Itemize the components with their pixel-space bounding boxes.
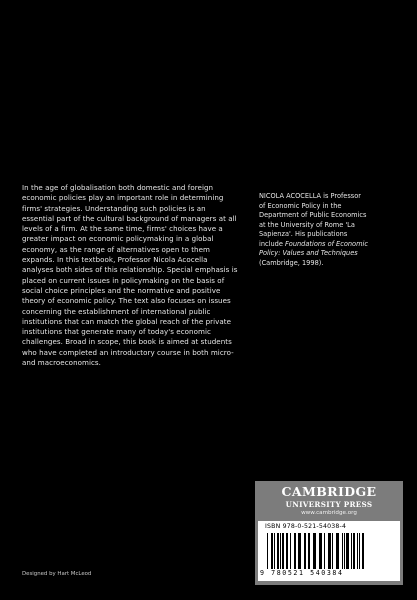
publisher-name: CAMBRIDGE — [281, 484, 377, 499]
barcode-icon — [267, 533, 393, 569]
barcode-bar — [353, 533, 355, 569]
barcode-box — [258, 521, 400, 581]
blurb-line: In the age of globalisation both domestic and foreign — [22, 183, 214, 192]
author-bio-line: at the University of Rome 'La — [259, 220, 355, 229]
blurb-line: theory of economic policy. The text also focuses on issues — [22, 296, 231, 306]
barcode-bar — [336, 533, 339, 569]
barcode-bar — [304, 533, 306, 569]
barcode-bar — [332, 533, 333, 569]
blurb-line: and macroeconomics. — [22, 358, 101, 368]
author-bio-line: Department of Public Economics — [259, 211, 367, 219]
author-bio — [259, 192, 389, 268]
blurb-line: institutions that can match the global reach of the private — [22, 316, 232, 326]
barcode-bar — [342, 533, 343, 569]
author-bio-line: of Economic Policy in the — [259, 201, 342, 210]
blurb-line: analyses both sides of this relationship. Special emphasis is — [22, 265, 238, 275]
blurb-line: concerning the establishment of international public — [22, 306, 211, 316]
barcode-bar — [277, 533, 279, 569]
author-bio-text: include — [259, 239, 285, 248]
author-bio-line: NICOLA ACOCELLA is Professor — [259, 192, 361, 200]
barcode-bar — [324, 533, 325, 569]
blurb-line: placed on current issues in policymaking on the basis of — [22, 275, 225, 285]
book-title-italic: Foundations of Economic — [285, 239, 368, 248]
barcode-bar — [362, 533, 364, 569]
publisher-subname: UNIVERSITY PRESS — [285, 500, 373, 509]
blurb-line: greater impact on economic policymaking in a global — [22, 234, 214, 244]
barcode-bar — [274, 533, 275, 569]
blurb-line: who have completed an introductory course in both micro- — [22, 347, 234, 357]
back-cover-blurb — [22, 183, 242, 368]
blurb-line: essential part of the cultural background of managers at all — [22, 213, 237, 223]
barcode-bar — [271, 533, 273, 569]
barcode-bar — [346, 533, 349, 569]
barcode-bar — [308, 533, 310, 569]
barcode-digits: 9 780521 540384 — [260, 569, 344, 577]
barcode-bar — [290, 533, 291, 569]
barcode-bar — [344, 533, 345, 569]
barcode-bar — [351, 533, 352, 569]
barcode-bar — [357, 533, 358, 569]
barcode-bar — [328, 533, 331, 569]
author-bio-line: Sapienza'. His publications — [259, 230, 348, 238]
blurb-line: firms' strategies. Understanding such policies is an — [22, 203, 206, 213]
publisher-url: www.cambridge.org — [301, 510, 357, 516]
blurb-line: economic policies play an important role in determining — [22, 193, 224, 203]
barcode-bar — [267, 533, 268, 569]
isbn-label: ISBN 978-0-521-54038-4 — [265, 523, 347, 530]
barcode-bar — [298, 533, 301, 569]
blurb-line: expands. In this textbook, Professor Nicola Acocella — [22, 255, 208, 265]
author-bio-line — [259, 240, 389, 250]
blurb-line: levels of a firm. At the same time, firms' choices have a — [22, 224, 223, 234]
barcode-bar — [282, 533, 284, 569]
blurb-line: social choice principles and the normative and positive — [22, 285, 221, 295]
publisher-block — [255, 481, 403, 585]
designer-credit: Designed by Hart McLeod — [22, 571, 92, 577]
barcode-bar — [319, 533, 322, 569]
barcode-bar — [359, 533, 360, 569]
book-title-italic: Policy: Values and Techniques — [259, 249, 358, 257]
blurb-line: institutions that generate many of today's economic — [22, 327, 211, 337]
barcode-bar — [280, 533, 281, 569]
blurb-line: economy, as the range of alternatives open to them — [22, 244, 210, 254]
barcode-bar — [313, 533, 316, 569]
blurb-line: challenges. Broad in scope, this book is aimed at students — [22, 337, 232, 347]
barcode-bar — [294, 533, 296, 569]
barcode-bar — [286, 533, 288, 569]
author-bio-line: (Cambridge, 1998). — [259, 258, 324, 267]
